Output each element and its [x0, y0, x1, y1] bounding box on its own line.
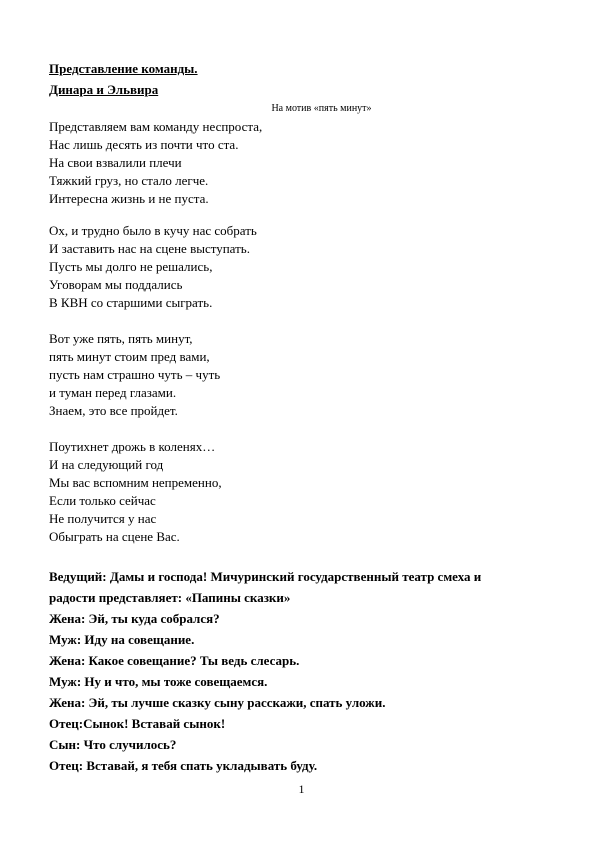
verse-line: Тяжкий груз, но стало легче. — [49, 173, 209, 188]
verse-line: пять минут стоим пред вами, — [49, 349, 210, 364]
dialogue-line: Жена: Какое совещание? Ты ведь слесарь. — [49, 653, 300, 668]
verse-line: и туман перед глазами. — [49, 385, 177, 400]
dialogue-line: Ведущий: Дамы и господа! Мичуринский государственный театр смеха и — [49, 569, 482, 584]
document-title: Представление команды. — [49, 61, 198, 76]
page-number: 1 — [298, 782, 305, 796]
verse-line: И на следующий год — [49, 457, 164, 472]
verse-line: На свои взвалили плечи — [49, 155, 182, 170]
dialogue-line: Жена: Эй, ты куда собрался? — [49, 611, 220, 626]
verse-line: Поутихнет дрожь в коленях… — [49, 439, 216, 454]
dialogue-line: Отец: Вставай, я тебя спать укладывать буду. — [49, 758, 318, 773]
verse-line: Ох, и трудно было в кучу нас собрать — [49, 223, 257, 238]
verse-line: Обыграть на сцене Вас. — [49, 529, 180, 544]
verse-line: В КВН со старшими сыграть. — [49, 295, 213, 310]
verse-line: Представляем вам команду неспроста, — [49, 119, 263, 134]
verse-line: Нас лишь десять из почти что ста. — [49, 137, 239, 152]
verse-line: пусть нам страшно чуть – чуть — [49, 367, 221, 382]
verse-line: Пусть мы долго не решались, — [49, 259, 213, 274]
verse-line: Интересна жизнь и не пуста. — [49, 191, 209, 206]
verse-line: И заставить нас на сцене выступать. — [49, 241, 250, 256]
verse-line: Уговорам мы поддались — [49, 277, 183, 292]
dialogue-line: Муж: Иду на совещание. — [49, 632, 195, 647]
document-authors: Динара и Эльвира — [49, 82, 159, 97]
verse-line: Вот уже пять, пять минут, — [49, 331, 193, 346]
dialogue-line: радости представляет: «Папины сказки» — [49, 590, 291, 605]
verse-line: Знаем, это все пройдет. — [49, 403, 178, 418]
verse-line: Мы вас вспомним непременно, — [49, 475, 222, 490]
verse-line: Не получится у нас — [49, 511, 157, 526]
dialogue-line: Муж: Ну и что, мы тоже совещаемся. — [49, 674, 268, 689]
dialogue-line: Сын: Что случилось? — [49, 737, 177, 752]
dialogue-line: Жена: Эй, ты лучше сказку сыну расскажи, спать уложи. — [49, 695, 386, 710]
dialogue-line: Отец:Сынок! Вставай сынок! — [49, 716, 226, 731]
song-subtitle: На мотив «пять минут» — [271, 103, 372, 114]
verse-line: Если только сейчас — [49, 493, 156, 508]
